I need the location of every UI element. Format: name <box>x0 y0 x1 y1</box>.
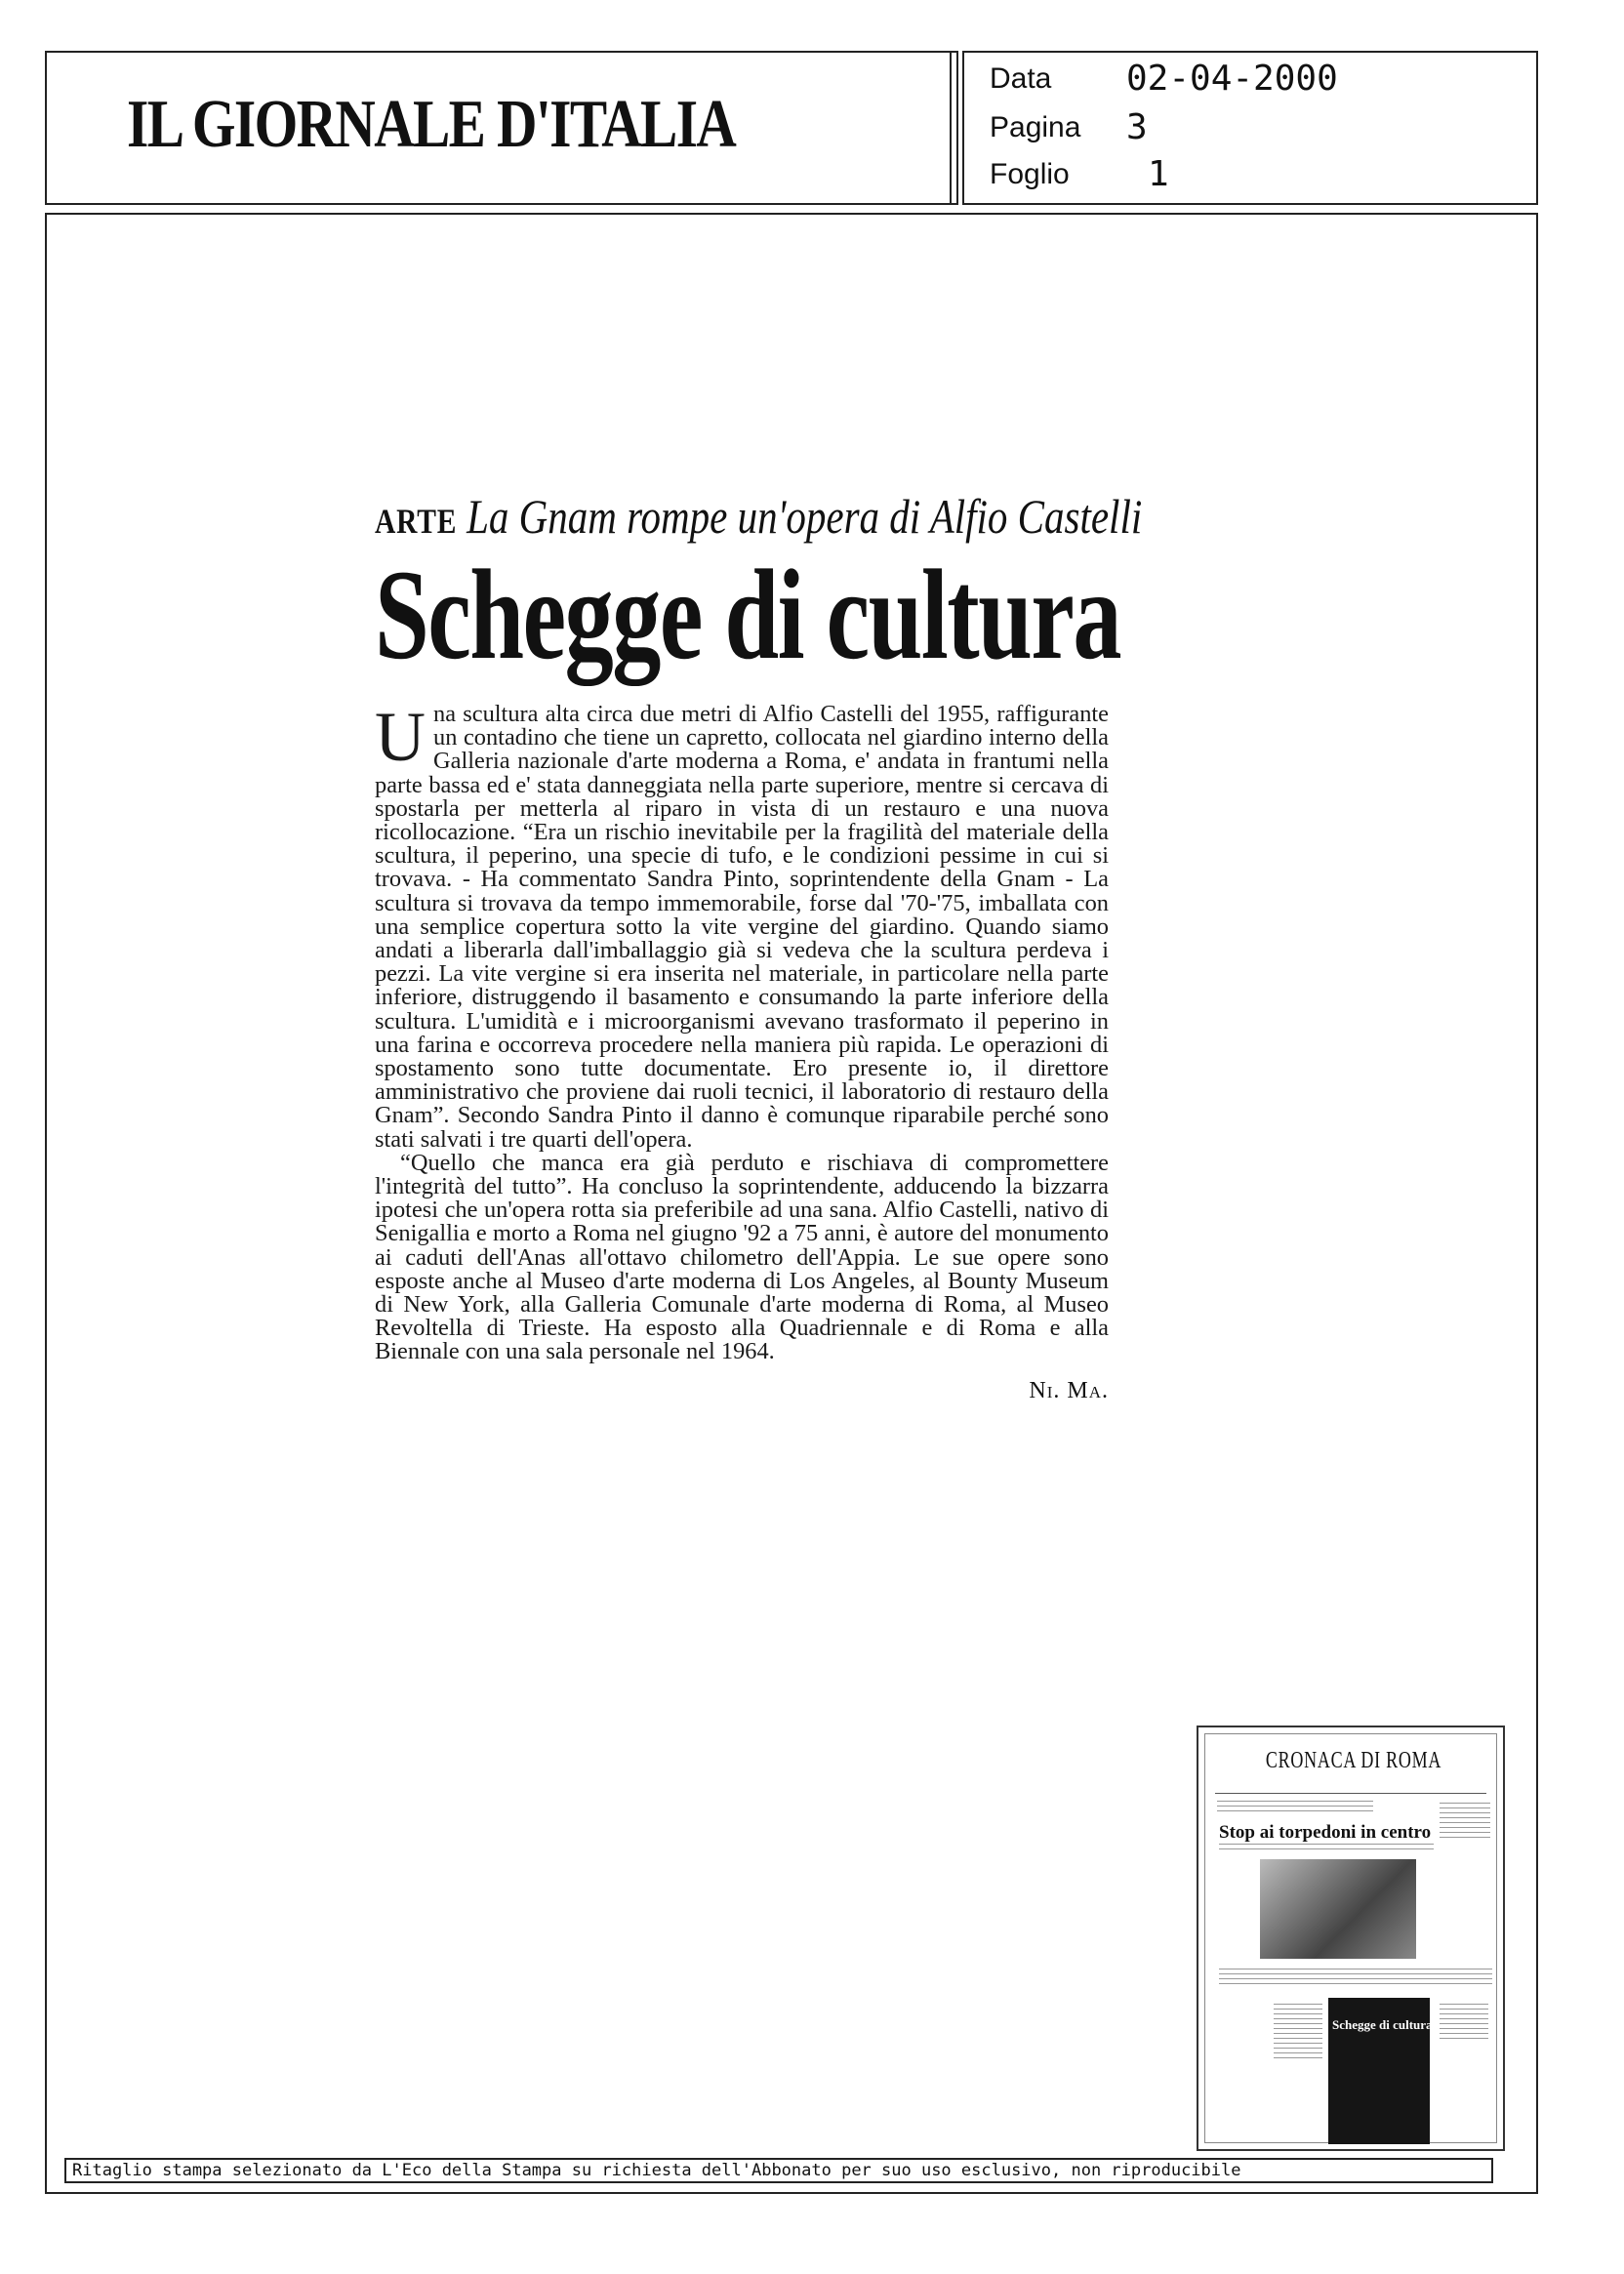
issue-info-box <box>962 51 1538 205</box>
article-body <box>375 698 1109 1365</box>
thumbnail-headline: Stop ai torpedoni in centro <box>1219 1822 1432 1843</box>
paragraph-text: na scultura alta circa due metri di Alfio Castelli del 1955, raffigurante un contadino che tiene un capretto, collocata nel giardino interno della Galleria nazionale d'arte moderna a Roma, e' andata in frantumi nella parte bassa ed e' stata danneggiata nella parte superiore, mentre si cercava di spostarla per metterla al riparo in vista di un restauro e una nuova ricollocazione. “Era un rischio inevitabile per la fragilità del materiale della scultura, il peperino, una specie di tufo, e le condizioni pessime in cui si trovava. - Ha commentato Sandra Pinto, soprintendente della Gnam - La scultura si trovava da tempo immemorabile, forse dal '70-'75, imballata con una semplice copertura sotto la vite vergine del giardino. Quando siamo andati a liberarla dall'imballaggio già si vedeva che la scultura perdeva i pezzi. La vite vergine si era inserita nel materiale, in particolare nella parte inferiore, distruggendo il basamento e consumando la parte inferiore della scultura. L'umidità e i microorganismi avevano trasformato il peperino in una farina e occorreva procedere nella maniera più rapida. Le operazioni di spostamento sono tutte documentate. Ero presente io, il direttore amministrativo che proviene dai ruoli tecnici, il laboratorio di restauro della Gnam”. Secondo Sandra Pinto il danno è comunque riparabile perché sono stati salvati i tre quarti dell'opera. <box>375 701 1109 1153</box>
article-headline: Schegge di cultura <box>375 543 1121 686</box>
drop-cap: U <box>375 698 426 776</box>
date-value: 02-04-2000 <box>1126 59 1338 99</box>
page-thumbnail <box>1197 1726 1505 2151</box>
thumbnail-masthead: CRONACA DI ROMA <box>1265 1748 1442 1773</box>
thumbnail-text-lines <box>1219 1844 1434 1853</box>
date-label: Data <box>990 62 1052 95</box>
article-kicker <box>375 488 1143 545</box>
sheet-label: Foglio <box>990 158 1070 190</box>
thumbnail-text-lines <box>1274 2004 1322 2062</box>
thumbnail-text-lines <box>1440 1803 1490 1842</box>
copyright-notice: Ritaglio stampa selezionato da L'Eco della Stampa su richiesta dell'Abbonato per suo uso esclusivo, non riproducibile <box>64 2158 1493 2183</box>
thumbnail-text-lines <box>1217 1801 1373 1814</box>
masthead-box <box>45 51 958 205</box>
paragraph: “Quello che manca era già perduto e rischiava di compromettere l'integrità del tutto”. Ha concluso la soprintendente, adducendo la bizzarra ipotesi che un'opera rotta sia preferibile ad una sana. Alfio Castelli, nativo di Senigallia e morto a Roma nel giugno '92 a 75 anni, è autore del monumento ai caduti dell'Anas all'ottavo chilometro dell'Appia. Le sue opere sono esposte anche al Museo d'arte moderna di Los Angeles, al Bounty Museum di New York, alla Galleria Comunale d'arte moderna di Roma, al Museo Revoltella di Trieste. Ha esposto alla Quadriennale e di Roma e alla Biennale con una sala personale nel 1964. <box>375 1149 1109 1365</box>
thumbnail-photo <box>1260 1859 1416 1959</box>
kicker-text: La Gnam rompe un'opera di Alfio Castelli <box>467 489 1143 544</box>
sheet-value: 1 <box>1148 154 1169 194</box>
paragraph <box>375 698 1109 1153</box>
newspaper-name: IL GIORNALE D'ITALIA <box>127 87 736 162</box>
thumbnail-text-lines <box>1219 1969 1492 1988</box>
thumbnail-article-title: Schegge di cultura <box>1332 2017 1433 2032</box>
byline: Ni. Ma. <box>1029 1377 1109 1403</box>
thumbnail-article-block <box>1328 1998 1433 2144</box>
thumbnail-inner <box>1204 1733 1497 2143</box>
article <box>375 488 1143 1404</box>
section-label: ARTE <box>375 502 458 541</box>
page-label: Pagina <box>990 111 1081 143</box>
page-value: 3 <box>1126 107 1148 147</box>
thumbnail-text-lines <box>1440 2004 1488 2043</box>
thumbnail-rule <box>1215 1793 1486 1794</box>
